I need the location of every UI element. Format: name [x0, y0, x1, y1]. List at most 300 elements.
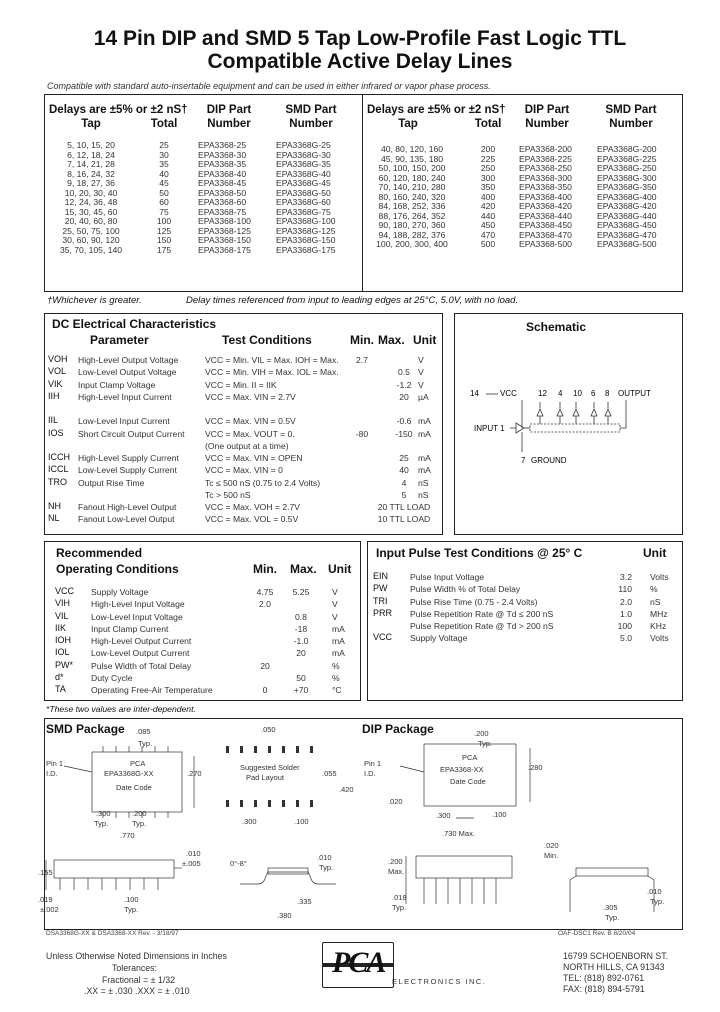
rec-mins-row: 0 [262, 685, 268, 695]
delay-right-smd-row: EPA3368G-450 [597, 220, 657, 231]
dc-maxs-row: -1.2 [396, 379, 412, 390]
delay-right-smd-row: EPA3368G-200 [597, 144, 657, 154]
dc-units-row [418, 403, 431, 415]
dip-dim-305: .305 [603, 903, 618, 912]
rec-maxs-row: 20 [296, 648, 306, 659]
delay-left-dip-row: EPA3368-75 [198, 206, 247, 217]
pulse-symbols-row: VCC [373, 632, 393, 643]
dip-dim-280: .280 [528, 763, 543, 772]
dc-maxs-row: 40 [399, 465, 409, 476]
pulse-symbols-row: PW [373, 583, 388, 594]
delay-right-smd-row: EPA3368G-225 [597, 153, 657, 164]
delay-left-taps-row: 20, 40, 60, 80 [64, 216, 118, 227]
dc-units-row: mA [418, 453, 431, 463]
delay-right-dip-row: EPA3368-420 [519, 201, 572, 212]
pulse-title: Input Pulse Test Conditions @ 25° C [376, 546, 583, 560]
pulse-values-row: 2.0 [620, 596, 632, 607]
footnote-whichever: †Whichever is greater. [47, 295, 142, 306]
dc-symbols-row: VIK [48, 378, 63, 389]
dip-dim-020: .020 [388, 797, 403, 806]
rec-maxs-row [286, 660, 316, 672]
rec-maxs-row [286, 598, 316, 610]
delay-left-smd [276, 141, 336, 256]
schematic-title: Schematic [526, 320, 587, 334]
dc-maxs-row: -150 [395, 428, 413, 439]
dip-dim-730: .730 Max. [442, 829, 475, 838]
dc-maxs-row: 4 [401, 477, 407, 488]
schematic-pin14: 14 [470, 389, 479, 398]
delay-left-totals-row: 175 [156, 245, 172, 256]
smd-dim-155: .155 [38, 868, 53, 877]
rec-mins-row: 20 [260, 660, 270, 671]
pulse-symbols-row: TRI [373, 595, 388, 606]
dc-symbols-row [48, 402, 70, 414]
dc-title: DC Electrical Characteristics [52, 317, 217, 331]
dc-conditions-row: VCC = Max. VOUT = 0. [205, 428, 295, 439]
rec-units-row: mA [332, 648, 345, 659]
delay-left-totals-row: 30 [159, 149, 169, 160]
schematic-taps-group [530, 400, 626, 432]
footer-tel: TEL: (818) 892-0761 [563, 973, 645, 983]
pulse-parameters-row: Supply Voltage [410, 633, 468, 644]
rec-maxs-row: 5.25 [292, 587, 310, 597]
dc-units-row: V [418, 379, 424, 390]
smd-dim-100b: .100 [124, 895, 139, 904]
rec-mins-row [250, 647, 280, 659]
dc-units-row: mA [418, 416, 431, 427]
rec-units-row: mA [332, 623, 345, 634]
rec-units-row: V [332, 587, 338, 597]
smd-dim-010: .010 [186, 849, 201, 858]
pulse-parameters-row: Pulse Repetition Rate @ Td ≤ 200 nS [410, 608, 554, 619]
smd-dim-019: .019 [38, 895, 53, 904]
pulse-parameters-row: Pulse Width % of Total Delay [410, 584, 521, 595]
pulse-symbols [373, 570, 392, 644]
smd-dim-deg: 0°-8° [230, 859, 247, 868]
pulse-values [600, 571, 632, 645]
smd-dim-010b-typ: Typ. [319, 863, 334, 872]
pulse-parameters-row: Pulse Repetition Rate @ Td > 200 nS [410, 621, 554, 631]
smd-dim-085: .085 [136, 727, 151, 736]
delay-left-dip-row: EPA3368-30 [198, 149, 247, 160]
dip-dim-200: .200 [474, 729, 489, 738]
dip-package-title: DIP Package [362, 722, 434, 736]
delay-left-taps-row: 7, 14, 21, 28 [67, 159, 115, 170]
delay-right-totals-row: 350 [480, 182, 496, 193]
dip-id: I.D. [364, 769, 376, 778]
delay-header-dip-right: DIP Part [524, 104, 570, 116]
rec-units-row: mA [332, 636, 345, 646]
dc-maxs-row: 5 [401, 489, 407, 500]
schematic-tap-12: 12 [538, 389, 547, 398]
delay-left-dip-row: EPA3368-45 [198, 178, 247, 189]
pulse-parameters-row: Pulse Rise Time (0.75 - 2.4 Volts) [410, 596, 538, 607]
dip-pca: PCA [462, 753, 478, 762]
dc-units-row [418, 513, 431, 525]
delay-right-smd-row: EPA3368G-470 [597, 229, 657, 240]
delay-left-taps-row: 15, 30, 45, 60 [64, 206, 118, 217]
pulse-units-row: Volts [650, 633, 669, 644]
dc-conditions-row: VCC = Max. VIN = 0 [205, 465, 283, 476]
dip-dim-020b-min: Min. [544, 851, 559, 860]
delay-right-dip-row: EPA3368-250 [519, 163, 572, 174]
delay-right-smd-row: EPA3368G-440 [597, 210, 657, 221]
dc-units-row: µA [418, 391, 429, 402]
dc-conditions-row: (One output at a time) [205, 440, 289, 451]
dc-units [418, 354, 431, 526]
delay-header-smd-number-right: Number [609, 118, 653, 130]
rec-header-max: Max. [290, 562, 317, 576]
delay-right-smd-row: EPA3368G-400 [597, 191, 657, 202]
smd-dim-300: .300 [96, 809, 111, 818]
dc-units-row: nS [418, 489, 429, 500]
schematic-output: OUTPUT [618, 389, 651, 398]
delay-left-dip [198, 141, 251, 256]
delay-right-taps-row: 45, 90, 135, 180 [380, 153, 444, 164]
pad-title-2: Pad Layout [246, 773, 284, 782]
rec-title-2: Operating Conditions [56, 562, 179, 576]
delay-right-smd-row: EPA3368G-300 [597, 172, 657, 183]
footer-address-1: 16799 SCHOENBORN ST. [563, 951, 669, 961]
delay-left-smd-row: EPA3368G-40 [276, 168, 331, 179]
delay-left-smd-row: EPA3368G-30 [276, 149, 331, 160]
pulse-units-row: % [650, 584, 658, 595]
delay-header-delays-right: Delays are ±5% or ±2 nS† [367, 104, 506, 116]
delay-right-taps-row: 88, 176, 264, 352 [378, 210, 446, 221]
rec-symbols-row: IOH [55, 635, 72, 645]
dc-parameters-row: Low-Level Input Current [78, 416, 170, 427]
smd-dim-005: ±.005 [182, 859, 201, 868]
footer-electronics: ELECTRONICS INC. [392, 977, 487, 986]
delay-header-total-right: Total [474, 118, 502, 130]
rec-maxs-row: 0.8 [295, 611, 307, 622]
rec-mins-row: 2.0 [259, 599, 271, 610]
delay-left-dip-row: EPA3368-125 [198, 225, 251, 236]
pulse-values-row: 1.0 [620, 608, 632, 619]
smd-pca: PCA [130, 759, 146, 768]
delay-left-smd-row: EPA3368G-100 [276, 216, 336, 227]
rec-parameters-row: Pulse Width of Total Delay [91, 660, 192, 671]
delay-left-smd-row: EPA3368G-60 [276, 197, 331, 208]
dip-dim-100: .100 [492, 810, 507, 819]
delay-right-taps-row: 60, 120, 180, 240 [378, 172, 446, 183]
dc-parameters-row [78, 440, 185, 452]
delay-left-totals-row: 75 [159, 206, 169, 217]
schematic-tap-6: 6 [591, 389, 596, 398]
smd-dim-002: ±.002 [40, 905, 59, 914]
rec-maxs [286, 586, 316, 696]
delay-header-dip: DIP Part [206, 104, 252, 116]
footer-doc-right: OAF-DSC1 Rev. B 8/20/04 [558, 930, 636, 937]
delay-right-dip-row: EPA3368-350 [519, 182, 572, 193]
delay-left-taps-row: 5, 10, 15, 20 [67, 140, 115, 150]
dc-conditions-row: VCC = Min. VIL = Max. IOH = Max. [205, 355, 339, 365]
rec-symbols-row: d* [55, 671, 64, 682]
rec-parameters [91, 586, 213, 696]
dc-units-row: nS [418, 477, 429, 488]
dc-units-row: V [418, 355, 424, 365]
dc-symbols-row: VOH [48, 354, 68, 364]
delay-right-taps [366, 145, 458, 250]
delay-left-smd-row: EPA3368G-25 [276, 140, 331, 150]
dc-symbols-row [48, 488, 70, 500]
rec-mins-row [250, 623, 280, 635]
dc-parameters-row: High-Level Input Current [78, 391, 172, 402]
rec-maxs-row: 50 [296, 672, 306, 683]
rec-symbols [55, 585, 74, 695]
dc-conditions-row: VCC = Max. VOL = 0.5V [205, 514, 299, 525]
package-drawings [38, 718, 681, 928]
pca-logo-text: PCA [332, 946, 385, 979]
delay-header-smd-right: SMD Part [605, 104, 657, 116]
rec-header-min: Min. [253, 562, 277, 576]
delay-left-taps-row: 35, 70, 105, 140 [59, 245, 123, 256]
rec-units-row: % [332, 672, 340, 683]
schematic-diagram [454, 380, 681, 470]
delay-left-totals-row: 100 [156, 216, 172, 227]
pulse-values-row: 110 [618, 584, 632, 595]
dc-parameters [78, 354, 185, 526]
delay-left-smd-row: EPA3368G-45 [276, 178, 331, 189]
delay-right-dip-row: EPA3368-200 [519, 144, 572, 154]
dc-maxs-row: 20 TTL LOAD [377, 502, 431, 512]
rec-units-row: °C [332, 685, 342, 695]
rec-parameters-row: Supply Voltage [91, 587, 149, 597]
delay-header-total: Total [150, 118, 178, 130]
rec-parameters-row: High-Level Input Voltage [91, 599, 185, 610]
schematic-tap-10: 10 [573, 389, 582, 398]
smd-dim-300b: .300 [242, 817, 257, 826]
delay-right-taps-row: 94, 188, 282, 376 [378, 229, 446, 240]
delay-right-taps-row: 50, 100, 150, 200 [378, 163, 446, 174]
delay-left-taps-row: 12, 24, 36, 48 [64, 197, 118, 208]
rec-parameters-row: Input Clamp Current [91, 623, 169, 634]
dc-conditions-row: VCC = Max. VIN = 0.5V [205, 416, 296, 427]
delay-right-taps-row: 40, 80, 120, 160 [380, 144, 444, 154]
delay-left-smd-row: EPA3368G-150 [276, 235, 336, 246]
delay-header-dip-number: Number [207, 118, 251, 130]
delay-right-dip-row: EPA3368-450 [519, 220, 572, 231]
rec-symbols-row: VIL [55, 610, 69, 621]
dip-pin1: Pin 1 [364, 759, 382, 768]
rec-symbols-row: VCC [55, 586, 75, 596]
smd-pin1: Pin 1 [46, 759, 64, 768]
pulse-values-row: 100 [617, 621, 632, 631]
delay-header-tap: Tap [81, 118, 101, 130]
dc-conditions-row: VCC = Max. VIN = 2.7V [205, 391, 296, 402]
dc-header-parameter: Parameter [90, 333, 149, 347]
delay-right-smd [597, 145, 657, 250]
dc-symbols-row: TRO [48, 476, 67, 487]
delay-header-delays: Delays are ±5% or ±2 nS† [49, 104, 188, 116]
title-line-2: Compatible Active Delay Lines [207, 50, 513, 73]
smd-dim-770: .770 [120, 831, 135, 840]
smd-dim-100b-typ: Typ. [124, 905, 139, 914]
pulse-units [650, 571, 669, 645]
delay-left-totals-row: 50 [159, 187, 169, 198]
pulse-units-row: MHz [650, 608, 668, 619]
dc-conditions-row: VCC = Max. VIN = OPEN [205, 453, 303, 463]
smd-dim-420: .420 [339, 785, 354, 794]
rec-parameters-row: Low-Level Output Current [91, 648, 190, 659]
pad-title-1: Suggested Solder [240, 763, 300, 772]
delay-left-totals-row: 150 [156, 235, 172, 246]
dip-dim-300: .300 [436, 811, 451, 820]
delay-left-taps-row: 10, 20, 30, 40 [64, 187, 118, 198]
delay-right-totals-row: 440 [480, 210, 496, 221]
delay-left-totals-row: 35 [159, 159, 169, 170]
dc-symbols-row: IOS [48, 427, 64, 438]
dc-maxs-row: 10 TTL LOAD [377, 514, 431, 525]
pulse-values-row: 5.0 [620, 633, 632, 644]
schematic-ground: GROUND [531, 456, 567, 465]
delay-right-taps-row: 90, 180, 270, 360 [378, 220, 446, 231]
dc-symbols-row: ICCL [48, 464, 69, 475]
delay-right-totals-row: 400 [480, 191, 496, 202]
dc-parameters-row: Low-Level Supply Current [78, 465, 177, 476]
dc-conditions-row [205, 403, 339, 415]
pulse-parameters-row: Pulse Input Voltage [410, 572, 485, 582]
smd-dim-380: .380 [277, 911, 292, 920]
delay-left-totals-row: 45 [159, 178, 169, 189]
dc-symbols-row: NH [48, 501, 61, 511]
dc-maxs-row: 0.5 [398, 367, 410, 378]
dc-parameters-row [78, 489, 185, 501]
delay-header-smd-number: Number [289, 118, 333, 130]
delay-left-dip-row: EPA3368-25 [198, 140, 247, 150]
dc-units-row [418, 501, 431, 513]
dc-maxs-row: 25 [399, 453, 409, 463]
delay-left-totals-row: 60 [159, 197, 169, 208]
dc-units-row: V [418, 367, 424, 378]
dip-date: Date Code [450, 777, 486, 786]
delay-left-taps-row: 8, 16, 24, 32 [67, 168, 115, 179]
pulse-symbols-row: PRR [373, 607, 393, 618]
rec-mins-row: 4.75 [256, 587, 274, 597]
delay-right-dip-row: EPA3368-470 [519, 229, 572, 240]
footer-dims-1: Unless Otherwise Noted Dimensions in Inches [46, 951, 227, 961]
dc-header-max: Max. [378, 333, 405, 347]
dc-parameters-row: Fanout High-Level Output [78, 502, 177, 512]
dc-conditions-row: Tc > 500 nS [205, 489, 251, 500]
delay-left-smd-row: EPA3368G-35 [276, 159, 331, 170]
rec-title-1: Recommended [56, 546, 143, 560]
dc-conditions-row: VCC = Min. VIH = Max. IOL = Max. [205, 367, 339, 378]
dc-maxs-row: -0.6 [396, 416, 412, 427]
delay-header-dip-number-right: Number [525, 118, 569, 130]
delay-left-taps-row: 30, 60, 90, 120 [62, 235, 120, 246]
pulse-header-unit: Unit [643, 546, 667, 560]
delay-table-divider [362, 94, 363, 292]
delay-left-smd-row: EPA3368G-175 [276, 245, 336, 256]
dip-dim-010-typ: Typ. [650, 897, 665, 906]
smd-date: Date Code [116, 783, 152, 792]
schematic-tap-4: 4 [558, 389, 563, 398]
dc-symbols [48, 353, 70, 525]
delay-left-smd-row: EPA3368G-125 [276, 225, 336, 236]
pulse-units-row: Volts [650, 572, 669, 582]
dc-conditions-row: VCC = Min. II = IIK [205, 379, 277, 390]
smd-dim-200-typ: Typ. [132, 819, 147, 828]
footer-dims-2: Tolerances: [112, 963, 157, 973]
dc-symbols-row: ICCH [48, 452, 70, 462]
dc-parameters-row: Low-Level Output Voltage [78, 367, 177, 378]
delay-header-tap-right: Tap [398, 118, 418, 130]
delay-right-totals-row: 250 [480, 163, 496, 174]
delay-right-dip-row: EPA3368-400 [519, 191, 572, 202]
dip-part: EPA3368-XX [440, 765, 484, 774]
delay-left-smd-row: EPA3368G-75 [276, 206, 331, 217]
dc-header-unit: Unit [413, 333, 437, 347]
dc-symbols-row: IIH [48, 390, 60, 401]
footer-dims-3: Fractional = ± 1/32 [102, 975, 176, 985]
dc-parameters-row: High-Level Supply Current [78, 453, 179, 463]
dc-symbols-row: IIL [48, 415, 59, 426]
dc-units-row [418, 440, 431, 452]
rec-units-row: % [332, 660, 340, 671]
delay-right-taps-row: 70, 140, 210, 280 [378, 182, 446, 193]
smd-package-title: SMD Package [46, 722, 125, 736]
schematic-vcc: VCC [500, 389, 517, 398]
rec-maxs-row: +70 [293, 685, 309, 695]
rec-symbols-row: IIK [55, 622, 67, 633]
smd-dim-055: .055 [322, 769, 337, 778]
dc-symbols-row: VOL [48, 366, 67, 377]
rec-mins-row [250, 635, 280, 647]
pulse-parameters [410, 571, 554, 645]
dc-parameters-row [78, 403, 185, 415]
rec-symbols-row: TA [55, 684, 66, 694]
delay-right-dip [519, 145, 572, 250]
footnote-delay-reference: Delay times referenced from input to leading edges at 25°C, 5.0V, with no load. [186, 295, 519, 306]
dc-header-min: Min. [350, 333, 374, 347]
dc-units-row: mA [418, 465, 431, 476]
dip-dim-200-typ: Typ. [478, 739, 493, 748]
delay-right-smd-row: EPA3368G-250 [597, 163, 657, 174]
delay-right-dip-row: EPA3368-300 [519, 172, 572, 183]
delay-right-totals-row: 470 [480, 229, 496, 240]
smd-part: EPA3368G-XX [104, 769, 154, 778]
rec-footnote: *These two values are inter-dependent. [46, 704, 196, 714]
rec-units-row: V [332, 599, 338, 610]
rec-symbols-row: IOL [55, 647, 70, 658]
delay-right-smd-row: EPA3368G-350 [597, 182, 657, 193]
dip-dim-010: .010 [647, 887, 662, 896]
footer-fax: FAX: (818) 894-5791 [563, 984, 645, 994]
dc-parameters-row: Fanout Low-Level Output [78, 514, 175, 525]
smd-dim-085-typ: Typ. [138, 739, 153, 748]
delay-left-totals-row: 25 [159, 140, 169, 150]
pulse-values-row: 3.2 [620, 572, 632, 582]
compat-note: Compatible with standard auto-insertable equipment and can be used in either infrared or vapor phase process. [47, 81, 491, 91]
delay-left-dip-row: EPA3368-100 [198, 216, 251, 227]
dc-conditions [205, 354, 339, 526]
dip-dim-020b: .020 [544, 841, 559, 850]
delay-left-taps [46, 141, 136, 256]
rec-symbols-row: PW* [55, 659, 73, 670]
delay-left-dip-row: EPA3368-60 [198, 197, 247, 208]
dc-parameters-row: High-Level Output Voltage [78, 355, 179, 365]
smd-dim-300-typ: Typ. [94, 819, 109, 828]
rec-mins-row [250, 672, 280, 684]
pulse-units-row: KHz [650, 621, 667, 631]
smd-dim-335: .335 [297, 897, 312, 906]
delay-left-dip-row: EPA3368-35 [198, 159, 247, 170]
smd-dim-050: .050 [261, 725, 276, 734]
dip-dim-200b: .200 [388, 857, 403, 866]
dip-dim-200b-max: Max. [388, 867, 405, 876]
pulse-symbols-row [373, 619, 392, 631]
